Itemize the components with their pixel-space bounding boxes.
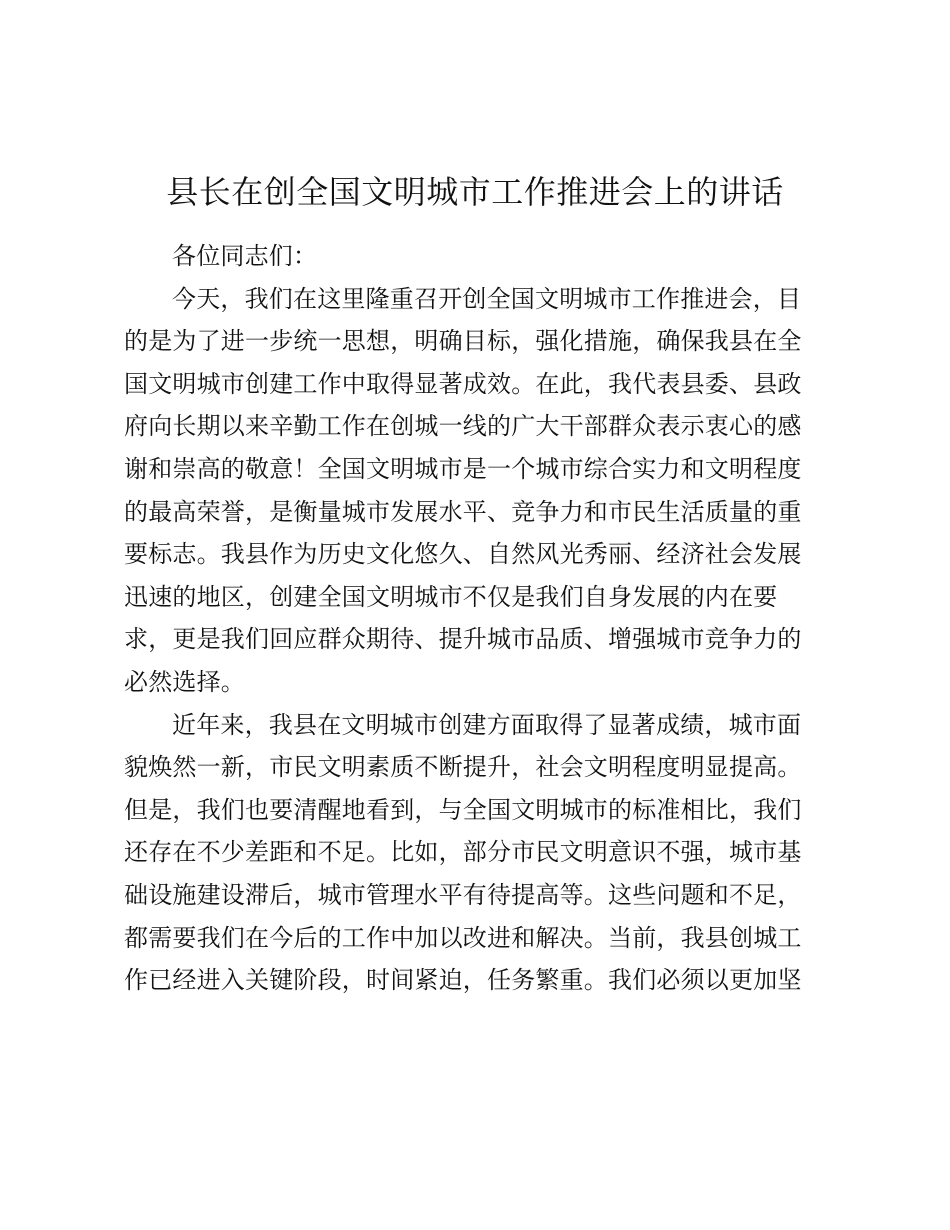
body-line: 但是，我们也要清醒地看到，与全国文明城市的标准相比，我们 [124, 795, 802, 824]
body-line: 的最高荣誉，是衡量城市发展水平、竞争力和市民生活质量的重 [124, 497, 802, 526]
body-line: 必然选择。 [124, 667, 245, 696]
document-body [124, 235, 826, 1002]
body-line: 府向长期以来辛勤工作在创城一线的广大干部群众表示衷心的感 [124, 412, 802, 441]
body-line: 还存在不少差距和不足。比如，部分市民文明意识不强，城市基 [124, 838, 802, 867]
body-line: 今天，我们在这里隆重召开创全国文明城市工作推进会，目 [172, 284, 802, 313]
body-line: 的是为了进一步统一思想，明确目标，强化措施，确保我县在全 [124, 327, 802, 356]
body-line: 础设施建设滞后，城市管理水平有待提高等。这些问题和不足， [124, 880, 802, 909]
body-line: 求，更是我们回应群众期待、提升城市品质、增强城市竞争力的 [124, 625, 802, 654]
body-line: 国文明城市创建工作中取得显著成效。在此，我代表县委、县政 [124, 369, 802, 398]
body-line: 迅速的地区，创建全国文明城市不仅是我们自身发展的内在要 [124, 582, 778, 611]
body-line: 谢和崇高的敬意！全国文明城市是一个城市综合实力和文明程度 [124, 454, 802, 483]
body-line: 要标志。我县作为历史文化悠久、自然风光秀丽、经济社会发展 [124, 540, 802, 569]
body-line: 作已经进入关键阶段，时间紧迫，任务繁重。我们必须以更加坚 [124, 966, 802, 995]
body-line: 貌焕然一新，市民文明素质不断提升，社会文明程度明显提高。 [124, 753, 802, 782]
body-line: 都需要我们在今后的工作中加以改进和解决。当前，我县创城工 [124, 923, 802, 952]
document-title: 县长在创全国文明城市工作推进会上的讲话 [166, 173, 784, 211]
salutation-line: 各位同志们： [172, 242, 318, 270]
body-line: 近年来，我县在文明城市创建方面取得了显著成绩，城市面 [172, 710, 802, 739]
